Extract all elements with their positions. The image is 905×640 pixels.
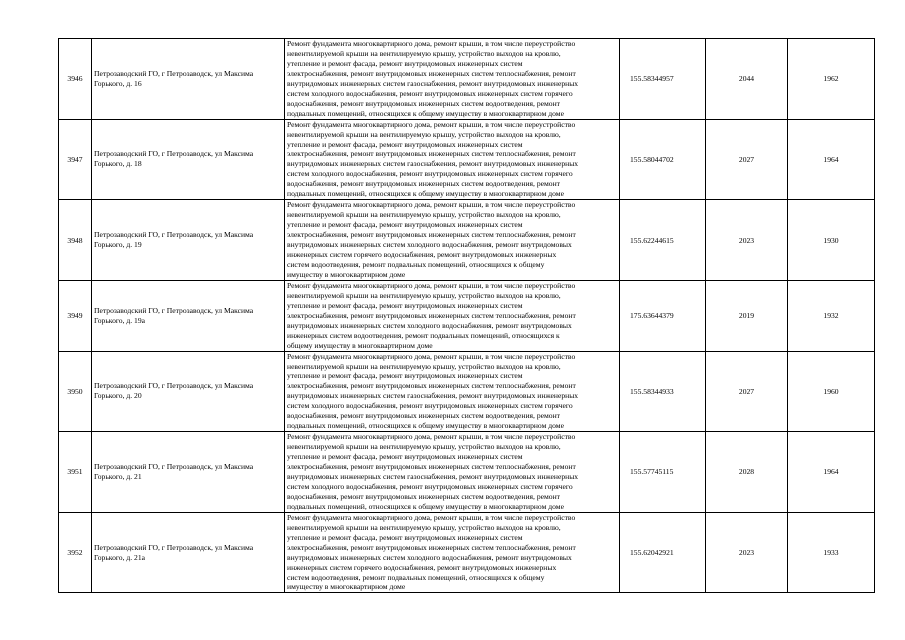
row-number: 3948	[59, 200, 92, 281]
construction-year: 1932	[788, 280, 875, 351]
repair-works: Ремонт фундамента многоквартирного дома, ремонт крыши, в том числе переустройство невентилируемой крыши на вентилируемую крышу, устройство выходов на кровлю, утепление и ремонт фасада, ремонт внутридомовых инженерных систем электроснабжения, ремонт внутридомовых инженерных систем теплоснабжения, ремонт внутридомовых инженерных систем газоснабжения, ремонт внутридомовых инженерных систем холодного водоснабжения, ремонт внутридомовых инженерных систем горячего водоснабжения, ремонт внутридомовых инженерных систем водоотведения, ремонт подвальных помещений, относящихся к общему имуществу в многоквартирном доме	[285, 39, 620, 120]
table-row	[59, 351, 875, 432]
construction-year: 1964	[788, 432, 875, 513]
area-value: 155.62042921	[620, 512, 706, 593]
house-address: Петрозаводский ГО, г Петрозаводск, ул Максима Горького, д. 18	[92, 119, 285, 200]
house-address: Петрозаводский ГО, г Петрозаводск, ул Максима Горького, д. 20	[92, 351, 285, 432]
row-number: 3951	[59, 432, 92, 513]
table-row	[59, 119, 875, 200]
row-number: 3952	[59, 512, 92, 593]
row-number: 3947	[59, 119, 92, 200]
planned-year: 2044	[706, 39, 788, 120]
construction-year: 1960	[788, 351, 875, 432]
repair-works: Ремонт фундамента многоквартирного дома, ремонт крыши, в том числе переустройство невентилируемой крыши на вентилируемую крышу, устройство выходов на кровлю, утепление и ремонт фасада, ремонт внутридомовых инженерных систем электроснабжения, ремонт внутридомовых инженерных систем теплоснабжения, ремонт внутридомовых инженерных систем холодного водоснабжения, ремонт внутридомовых инженерных систем водоотведения, ремонт подвальных помещений, относящихся к общему имуществу в многоквартирном доме	[285, 280, 620, 351]
capital-repair-table	[58, 38, 875, 593]
planned-year: 2019	[706, 280, 788, 351]
planned-year: 2028	[706, 432, 788, 513]
planned-year: 2023	[706, 200, 788, 281]
house-address: Петрозаводский ГО, г Петрозаводск, ул Максима Горького, д. 21а	[92, 512, 285, 593]
repair-works: Ремонт фундамента многоквартирного дома, ремонт крыши, в том числе переустройство невентилируемой крыши на вентилируемую крышу, устройство выходов на кровлю, утепление и ремонт фасада, ремонт внутридомовых инженерных систем электроснабжения, ремонт внутридомовых инженерных систем теплоснабжения, ремонт внутридомовых инженерных систем газоснабжения, ремонт внутридомовых инженерных систем холодного водоснабжения, ремонт внутридомовых инженерных систем горячего водоснабжения, ремонт внутридомовых инженерных систем водоотведения, ремонт подвальных помещений, относящихся к общему имуществу в многоквартирном доме	[285, 432, 620, 513]
area-value: 175.63644379	[620, 280, 706, 351]
area-value: 155.58044702	[620, 119, 706, 200]
house-address: Петрозаводский ГО, г Петрозаводск, ул Максима Горького, д. 19а	[92, 280, 285, 351]
row-number: 3950	[59, 351, 92, 432]
repair-works: Ремонт фундамента многоквартирного дома, ремонт крыши, в том числе переустройство невентилируемой крыши на вентилируемую крышу, устройство выходов на кровлю, утепление и ремонт фасада, ремонт внутридомовых инженерных систем электроснабжения, ремонт внутридомовых инженерных систем теплоснабжения, ремонт внутридомовых инженерных систем холодного водоснабжения, ремонт внутридомовых инженерных систем горячего водоснабжения, ремонт внутридомовых инженерных систем водоотведения, ремонт подвальных помещений, относящихся к общему имуществу в многоквартирном доме	[285, 200, 620, 281]
row-number: 3949	[59, 280, 92, 351]
construction-year: 1964	[788, 119, 875, 200]
table-row	[59, 512, 875, 593]
construction-year: 1933	[788, 512, 875, 593]
table-row	[59, 280, 875, 351]
table-row	[59, 200, 875, 281]
house-address: Петрозаводский ГО, г Петрозаводск, ул Максима Горького, д. 16	[92, 39, 285, 120]
area-value: 155.57745115	[620, 432, 706, 513]
house-address: Петрозаводский ГО, г Петрозаводск, ул Максима Горького, д. 21	[92, 432, 285, 513]
planned-year: 2023	[706, 512, 788, 593]
area-value: 155.58344957	[620, 39, 706, 120]
construction-year: 1930	[788, 200, 875, 281]
row-number: 3946	[59, 39, 92, 120]
table-row	[59, 432, 875, 513]
area-value: 155.58344933	[620, 351, 706, 432]
house-address: Петрозаводский ГО, г Петрозаводск, ул Максима Горького, д. 19	[92, 200, 285, 281]
repair-works: Ремонт фундамента многоквартирного дома, ремонт крыши, в том числе переустройство невентилируемой крыши на вентилируемую крышу, устройство выходов на кровлю, утепление и ремонт фасада, ремонт внутридомовых инженерных систем электроснабжения, ремонт внутридомовых инженерных систем теплоснабжения, ремонт внутридомовых инженерных систем холодного водоснабжения, ремонт внутридомовых инженерных систем горячего водоснабжения, ремонт внутридомовых инженерных систем водоотведения, ремонт подвальных помещений, относящихся к общему имуществу в многоквартирном доме	[285, 512, 620, 593]
planned-year: 2027	[706, 351, 788, 432]
repair-works: Ремонт фундамента многоквартирного дома, ремонт крыши, в том числе переустройство невентилируемой крыши на вентилируемую крышу, устройство выходов на кровлю, утепление и ремонт фасада, ремонт внутридомовых инженерных систем электроснабжения, ремонт внутридомовых инженерных систем теплоснабжения, ремонт внутридомовых инженерных систем газоснабжения, ремонт внутридомовых инженерных систем холодного водоснабжения, ремонт внутридомовых инженерных систем горячего водоснабжения, ремонт внутридомовых инженерных систем водоотведения, ремонт подвальных помещений, относящихся к общему имуществу в многоквартирном доме	[285, 119, 620, 200]
repair-works: Ремонт фундамента многоквартирного дома, ремонт крыши, в том числе переустройство невентилируемой крыши на вентилируемую крышу, устройство выходов на кровлю, утепление и ремонт фасада, ремонт внутридомовых инженерных систем электроснабжения, ремонт внутридомовых инженерных систем теплоснабжения, ремонт внутридомовых инженерных систем газоснабжения, ремонт внутридомовых инженерных систем холодного водоснабжения, ремонт внутридомовых инженерных систем горячего водоснабжения, ремонт внутридомовых инженерных систем водоотведения, ремонт подвальных помещений, относящихся к общему имуществу в многоквартирном доме	[285, 351, 620, 432]
area-value: 155.62244615	[620, 200, 706, 281]
construction-year: 1962	[788, 39, 875, 120]
table-row	[59, 39, 875, 120]
planned-year: 2027	[706, 119, 788, 200]
